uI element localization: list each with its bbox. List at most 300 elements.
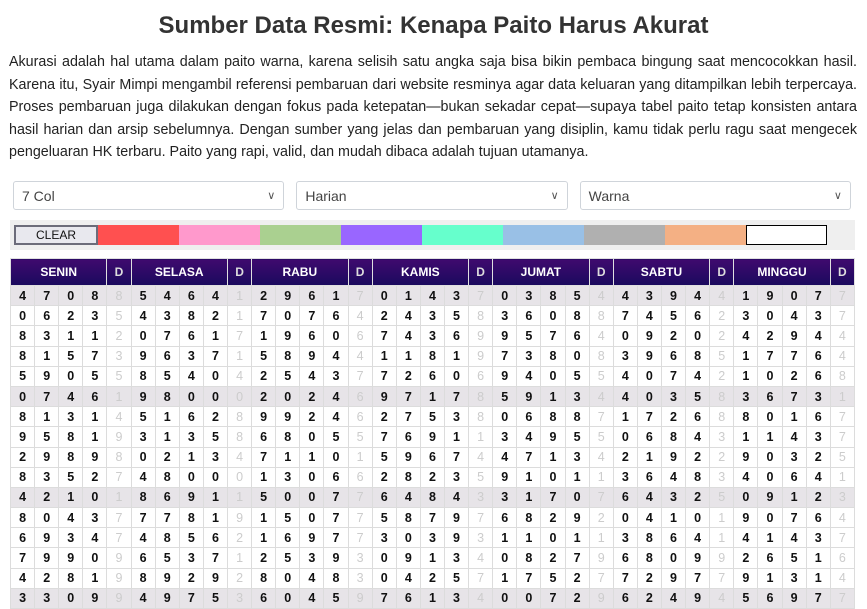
digit-cell[interactable]: 3: [806, 306, 830, 326]
digit-cell[interactable]: 0: [686, 508, 710, 528]
digit-cell[interactable]: 2: [203, 407, 227, 427]
digit-cell[interactable]: 7: [782, 346, 806, 366]
digit-cell[interactable]: 5: [203, 427, 227, 447]
digit-cell[interactable]: 4: [203, 286, 227, 306]
digit-cell[interactable]: 7: [637, 407, 661, 427]
digit-cell[interactable]: 9: [420, 427, 444, 447]
clear-button[interactable]: CLEAR: [14, 225, 98, 245]
digit-cell[interactable]: 4: [420, 286, 444, 306]
digit-cell[interactable]: 2: [35, 568, 59, 588]
digit-cell[interactable]: 9: [758, 286, 782, 306]
digit-cell[interactable]: 7: [35, 386, 59, 406]
digit-cell[interactable]: 9: [203, 568, 227, 588]
period-select[interactable]: [296, 181, 567, 210]
digit-cell[interactable]: 3: [444, 588, 468, 608]
digit-cell[interactable]: 7: [203, 548, 227, 568]
digit-cell[interactable]: 9: [517, 386, 541, 406]
digit-cell[interactable]: 3: [35, 326, 59, 346]
digit-cell[interactable]: 2: [686, 487, 710, 507]
digit-cell[interactable]: 9: [300, 346, 324, 366]
digit-cell[interactable]: 5: [252, 346, 276, 366]
color-swatch[interactable]: [665, 225, 746, 245]
digit-cell[interactable]: 7: [252, 306, 276, 326]
digit-cell[interactable]: 4: [324, 386, 348, 406]
digit-cell[interactable]: 1: [517, 487, 541, 507]
digit-cell[interactable]: 1: [661, 508, 685, 528]
digit-cell[interactable]: 4: [11, 286, 35, 306]
digit-cell[interactable]: 0: [59, 588, 83, 608]
digit-cell[interactable]: 0: [203, 467, 227, 487]
digit-cell[interactable]: 7: [83, 346, 107, 366]
digit-cell[interactable]: 0: [396, 528, 420, 548]
digit-cell[interactable]: 6: [613, 487, 637, 507]
digit-cell[interactable]: 4: [396, 306, 420, 326]
digit-cell[interactable]: 3: [565, 447, 589, 467]
digit-cell[interactable]: 8: [734, 407, 758, 427]
digit-cell[interactable]: 4: [661, 467, 685, 487]
digit-cell[interactable]: 1: [806, 548, 830, 568]
digit-cell[interactable]: 7: [420, 508, 444, 528]
digit-cell[interactable]: 7: [806, 588, 830, 608]
digit-cell[interactable]: 6: [782, 467, 806, 487]
digit-cell[interactable]: 4: [11, 487, 35, 507]
digit-cell[interactable]: 8: [541, 286, 565, 306]
digit-cell[interactable]: 8: [276, 427, 300, 447]
digit-cell[interactable]: 0: [59, 286, 83, 306]
digit-cell[interactable]: 8: [131, 487, 155, 507]
color-swatch[interactable]: [746, 225, 827, 245]
digit-cell[interactable]: 5: [517, 326, 541, 346]
digit-cell[interactable]: 1: [276, 447, 300, 467]
digit-cell[interactable]: 1: [372, 346, 396, 366]
digit-cell[interactable]: 2: [420, 568, 444, 588]
digit-cell[interactable]: 1: [758, 528, 782, 548]
digit-cell[interactable]: 9: [541, 427, 565, 447]
digit-cell[interactable]: 5: [444, 568, 468, 588]
color-swatch[interactable]: [503, 225, 584, 245]
digit-cell[interactable]: 2: [734, 548, 758, 568]
digit-cell[interactable]: 1: [203, 508, 227, 528]
digit-cell[interactable]: 8: [517, 548, 541, 568]
digit-cell[interactable]: 9: [493, 366, 517, 386]
digit-cell[interactable]: 3: [493, 487, 517, 507]
digit-cell[interactable]: 4: [637, 508, 661, 528]
digit-cell[interactable]: 8: [324, 568, 348, 588]
digit-cell[interactable]: 8: [565, 306, 589, 326]
digit-cell[interactable]: 5: [686, 386, 710, 406]
digit-cell[interactable]: 4: [59, 508, 83, 528]
digit-cell[interactable]: 3: [444, 467, 468, 487]
digit-cell[interactable]: 3: [565, 386, 589, 406]
digit-cell[interactable]: 3: [420, 528, 444, 548]
digit-cell[interactable]: 0: [686, 326, 710, 346]
digit-cell[interactable]: 1: [59, 487, 83, 507]
digit-cell[interactable]: 3: [324, 366, 348, 386]
digit-cell[interactable]: 3: [782, 447, 806, 467]
digit-cell[interactable]: 2: [300, 407, 324, 427]
digit-cell[interactable]: 4: [782, 427, 806, 447]
digit-cell[interactable]: 0: [565, 346, 589, 366]
digit-cell[interactable]: 1: [444, 346, 468, 366]
digit-cell[interactable]: 9: [131, 346, 155, 366]
digit-cell[interactable]: 3: [131, 427, 155, 447]
digit-cell[interactable]: 5: [324, 588, 348, 608]
digit-cell[interactable]: 6: [661, 346, 685, 366]
digit-cell[interactable]: 4: [83, 528, 107, 548]
digit-cell[interactable]: 2: [83, 467, 107, 487]
digit-cell[interactable]: 8: [420, 346, 444, 366]
digit-cell[interactable]: 4: [324, 346, 348, 366]
digit-cell[interactable]: 7: [782, 386, 806, 406]
color-swatch[interactable]: [341, 225, 422, 245]
digit-cell[interactable]: 0: [276, 588, 300, 608]
digit-cell[interactable]: 9: [686, 588, 710, 608]
digit-cell[interactable]: 8: [661, 427, 685, 447]
digit-cell[interactable]: 7: [565, 548, 589, 568]
digit-cell[interactable]: 9: [444, 508, 468, 528]
digit-cell[interactable]: 4: [517, 427, 541, 447]
digit-cell[interactable]: 2: [806, 487, 830, 507]
digit-cell[interactable]: 6: [637, 467, 661, 487]
digit-cell[interactable]: 3: [806, 386, 830, 406]
digit-cell[interactable]: 4: [517, 366, 541, 386]
digit-cell[interactable]: 3: [420, 326, 444, 346]
digit-cell[interactable]: 7: [541, 326, 565, 346]
digit-cell[interactable]: 7: [11, 548, 35, 568]
digit-cell[interactable]: 6: [300, 286, 324, 306]
digit-cell[interactable]: 9: [276, 286, 300, 306]
digit-cell[interactable]: 9: [637, 346, 661, 366]
digit-cell[interactable]: 0: [661, 548, 685, 568]
digit-cell[interactable]: 7: [396, 386, 420, 406]
digit-cell[interactable]: 8: [396, 508, 420, 528]
digit-cell[interactable]: 8: [637, 528, 661, 548]
digit-cell[interactable]: 0: [372, 548, 396, 568]
digit-cell[interactable]: 1: [35, 346, 59, 366]
digit-cell[interactable]: 1: [637, 447, 661, 467]
digit-cell[interactable]: 1: [324, 286, 348, 306]
digit-cell[interactable]: 5: [11, 366, 35, 386]
digit-cell[interactable]: 6: [686, 407, 710, 427]
digit-cell[interactable]: 5: [372, 508, 396, 528]
digit-cell[interactable]: 1: [203, 326, 227, 346]
digit-cell[interactable]: 5: [35, 427, 59, 447]
digit-cell[interactable]: 0: [444, 366, 468, 386]
digit-cell[interactable]: 1: [493, 528, 517, 548]
color-swatch[interactable]: [179, 225, 260, 245]
digit-cell[interactable]: 2: [155, 447, 179, 467]
digit-cell[interactable]: 1: [252, 528, 276, 548]
digit-cell[interactable]: 8: [517, 508, 541, 528]
color-swatch[interactable]: [98, 225, 179, 245]
digit-cell[interactable]: 0: [493, 286, 517, 306]
digit-cell[interactable]: 4: [686, 528, 710, 548]
digit-cell[interactable]: 0: [300, 427, 324, 447]
digit-cell[interactable]: 4: [686, 427, 710, 447]
digit-cell[interactable]: 0: [83, 548, 107, 568]
digit-cell[interactable]: 3: [83, 306, 107, 326]
digit-cell[interactable]: 4: [11, 568, 35, 588]
digit-cell[interactable]: 6: [806, 366, 830, 386]
digit-cell[interactable]: 3: [493, 427, 517, 447]
digit-cell[interactable]: 1: [565, 528, 589, 548]
digit-cell[interactable]: 4: [734, 467, 758, 487]
digit-cell[interactable]: 1: [734, 286, 758, 306]
digit-cell[interactable]: 0: [493, 588, 517, 608]
digit-cell[interactable]: 5: [155, 548, 179, 568]
digit-cell[interactable]: 1: [203, 487, 227, 507]
digit-cell[interactable]: 3: [300, 548, 324, 568]
digit-cell[interactable]: 6: [179, 326, 203, 346]
digit-cell[interactable]: 3: [444, 548, 468, 568]
digit-cell[interactable]: 3: [11, 588, 35, 608]
digit-cell[interactable]: 1: [420, 588, 444, 608]
digit-cell[interactable]: 2: [565, 568, 589, 588]
digit-cell[interactable]: 6: [324, 306, 348, 326]
digit-cell[interactable]: 1: [517, 528, 541, 548]
digit-cell[interactable]: 9: [155, 588, 179, 608]
digit-cell[interactable]: 9: [276, 407, 300, 427]
digit-cell[interactable]: 0: [11, 306, 35, 326]
digit-cell[interactable]: 8: [637, 548, 661, 568]
digit-cell[interactable]: 3: [517, 286, 541, 306]
digit-cell[interactable]: 9: [372, 386, 396, 406]
digit-cell[interactable]: 1: [734, 346, 758, 366]
digit-cell[interactable]: 7: [613, 568, 637, 588]
digit-cell[interactable]: 8: [565, 407, 589, 427]
digit-cell[interactable]: 5: [565, 427, 589, 447]
digit-cell[interactable]: 8: [11, 346, 35, 366]
digit-cell[interactable]: 6: [131, 548, 155, 568]
digit-cell[interactable]: 8: [83, 286, 107, 306]
digit-cell[interactable]: 1: [83, 326, 107, 346]
digit-cell[interactable]: 9: [11, 427, 35, 447]
digit-cell[interactable]: 0: [734, 487, 758, 507]
digit-cell[interactable]: 4: [661, 588, 685, 608]
digit-cell[interactable]: 4: [59, 386, 83, 406]
digit-cell[interactable]: 2: [252, 286, 276, 306]
digit-cell[interactable]: 0: [372, 286, 396, 306]
digit-cell[interactable]: 8: [541, 346, 565, 366]
digit-cell[interactable]: 6: [252, 427, 276, 447]
digit-cell[interactable]: 5: [565, 286, 589, 306]
digit-cell[interactable]: 0: [179, 386, 203, 406]
digit-cell[interactable]: 3: [155, 306, 179, 326]
digit-cell[interactable]: 1: [396, 346, 420, 366]
digit-cell[interactable]: 0: [276, 568, 300, 588]
digit-cell[interactable]: 9: [782, 326, 806, 346]
digit-cell[interactable]: 6: [806, 407, 830, 427]
digit-cell[interactable]: 9: [35, 548, 59, 568]
digit-cell[interactable]: 5: [59, 346, 83, 366]
digit-cell[interactable]: 3: [420, 306, 444, 326]
digit-cell[interactable]: 3: [372, 528, 396, 548]
digit-cell[interactable]: 0: [541, 467, 565, 487]
digit-cell[interactable]: 7: [517, 447, 541, 467]
digit-cell[interactable]: 7: [444, 386, 468, 406]
digit-cell[interactable]: 5: [782, 548, 806, 568]
digit-cell[interactable]: 6: [324, 467, 348, 487]
digit-cell[interactable]: 0: [613, 427, 637, 447]
color-swatch[interactable]: [584, 225, 665, 245]
digit-cell[interactable]: 9: [661, 568, 685, 588]
digit-cell[interactable]: 5: [155, 366, 179, 386]
digit-cell[interactable]: 7: [444, 447, 468, 467]
digit-cell[interactable]: 4: [396, 487, 420, 507]
digit-cell[interactable]: 4: [131, 467, 155, 487]
digit-cell[interactable]: 0: [372, 568, 396, 588]
digit-cell[interactable]: 2: [637, 588, 661, 608]
digit-cell[interactable]: 3: [203, 447, 227, 467]
digit-cell[interactable]: 6: [613, 548, 637, 568]
digit-cell[interactable]: 8: [155, 467, 179, 487]
digit-cell[interactable]: 2: [541, 508, 565, 528]
digit-cell[interactable]: 2: [661, 407, 685, 427]
digit-cell[interactable]: 5: [59, 467, 83, 487]
digit-cell[interactable]: 1: [517, 467, 541, 487]
digit-cell[interactable]: 8: [11, 508, 35, 528]
digit-cell[interactable]: 0: [300, 467, 324, 487]
digit-cell[interactable]: 0: [758, 407, 782, 427]
digit-cell[interactable]: 9: [59, 548, 83, 568]
digit-cell[interactable]: 3: [493, 306, 517, 326]
digit-cell[interactable]: 1: [179, 447, 203, 467]
digit-cell[interactable]: 6: [565, 326, 589, 346]
digit-cell[interactable]: 2: [11, 447, 35, 467]
digit-cell[interactable]: 5: [276, 366, 300, 386]
digit-cell[interactable]: 2: [300, 386, 324, 406]
digit-cell[interactable]: 2: [661, 326, 685, 346]
digit-cell[interactable]: 6: [806, 508, 830, 528]
digit-cell[interactable]: 9: [661, 447, 685, 467]
digit-cell[interactable]: 0: [179, 467, 203, 487]
digit-cell[interactable]: 6: [637, 427, 661, 447]
digit-cell[interactable]: 4: [300, 366, 324, 386]
digit-cell[interactable]: 1: [155, 407, 179, 427]
digit-cell[interactable]: 6: [276, 528, 300, 548]
digit-cell[interactable]: 0: [758, 306, 782, 326]
digit-cell[interactable]: 4: [782, 528, 806, 548]
digit-cell[interactable]: 1: [734, 427, 758, 447]
digit-cell[interactable]: 1: [300, 447, 324, 467]
digit-cell[interactable]: 6: [758, 386, 782, 406]
digit-cell[interactable]: 8: [11, 407, 35, 427]
digit-cell[interactable]: 0: [493, 548, 517, 568]
digit-cell[interactable]: 9: [83, 447, 107, 467]
digit-cell[interactable]: 1: [565, 467, 589, 487]
digit-cell[interactable]: 0: [131, 326, 155, 346]
digit-cell[interactable]: 9: [179, 487, 203, 507]
color-swatch[interactable]: [260, 225, 341, 245]
digit-cell[interactable]: 7: [155, 508, 179, 528]
digit-cell[interactable]: 4: [131, 306, 155, 326]
digit-cell[interactable]: 1: [541, 447, 565, 467]
digit-cell[interactable]: 6: [83, 386, 107, 406]
digit-cell[interactable]: 9: [35, 366, 59, 386]
digit-cell[interactable]: 2: [203, 306, 227, 326]
digit-cell[interactable]: 8: [396, 467, 420, 487]
digit-cell[interactable]: 0: [541, 366, 565, 386]
digit-cell[interactable]: 5: [252, 487, 276, 507]
digit-cell[interactable]: 2: [396, 366, 420, 386]
digit-cell[interactable]: 6: [155, 346, 179, 366]
digit-cell[interactable]: 4: [613, 386, 637, 406]
digit-cell[interactable]: 6: [686, 306, 710, 326]
digit-cell[interactable]: 0: [300, 508, 324, 528]
digit-cell[interactable]: 3: [179, 346, 203, 366]
digit-cell[interactable]: 2: [637, 568, 661, 588]
digit-cell[interactable]: 4: [179, 366, 203, 386]
digit-cell[interactable]: 7: [517, 568, 541, 588]
digit-cell[interactable]: 7: [493, 346, 517, 366]
digit-cell[interactable]: 4: [300, 568, 324, 588]
digit-cell[interactable]: 0: [565, 487, 589, 507]
digit-cell[interactable]: 5: [734, 588, 758, 608]
digit-cell[interactable]: 0: [83, 487, 107, 507]
digit-cell[interactable]: 0: [758, 447, 782, 467]
digit-cell[interactable]: 1: [493, 568, 517, 588]
digit-cell[interactable]: 2: [252, 548, 276, 568]
digit-cell[interactable]: 7: [35, 286, 59, 306]
digit-cell[interactable]: 9: [252, 407, 276, 427]
digit-cell[interactable]: 2: [252, 386, 276, 406]
digit-cell[interactable]: 9: [782, 588, 806, 608]
digit-cell[interactable]: 1: [396, 286, 420, 306]
digit-cell[interactable]: 0: [758, 508, 782, 528]
digit-cell[interactable]: 0: [324, 447, 348, 467]
digit-cell[interactable]: 3: [444, 286, 468, 306]
digit-cell[interactable]: 0: [300, 487, 324, 507]
digit-cell[interactable]: 6: [758, 548, 782, 568]
digit-cell[interactable]: 8: [686, 467, 710, 487]
digit-cell[interactable]: 7: [372, 588, 396, 608]
digit-cell[interactable]: 4: [734, 326, 758, 346]
digit-cell[interactable]: 4: [131, 588, 155, 608]
digit-cell[interactable]: 8: [179, 508, 203, 528]
digit-cell[interactable]: 9: [276, 326, 300, 346]
digit-cell[interactable]: 4: [324, 407, 348, 427]
digit-cell[interactable]: 3: [637, 286, 661, 306]
digit-cell[interactable]: 4: [300, 588, 324, 608]
digit-cell[interactable]: 0: [276, 487, 300, 507]
digit-cell[interactable]: 1: [758, 568, 782, 588]
digit-cell[interactable]: 4: [686, 286, 710, 306]
digit-cell[interactable]: 9: [35, 447, 59, 467]
digit-cell[interactable]: 1: [155, 427, 179, 447]
digit-cell[interactable]: 3: [59, 407, 83, 427]
digit-cell[interactable]: 5: [661, 306, 685, 326]
digit-cell[interactable]: 8: [131, 568, 155, 588]
digit-cell[interactable]: 7: [396, 407, 420, 427]
digit-cell[interactable]: 6: [300, 326, 324, 346]
digit-cell[interactable]: 9: [35, 528, 59, 548]
digit-cell[interactable]: 0: [758, 467, 782, 487]
digit-cell[interactable]: 5: [372, 447, 396, 467]
digit-cell[interactable]: 1: [782, 487, 806, 507]
digit-cell[interactable]: 3: [613, 528, 637, 548]
digit-cell[interactable]: 3: [734, 306, 758, 326]
digit-cell[interactable]: 8: [59, 427, 83, 447]
digit-cell[interactable]: 8: [59, 447, 83, 467]
digit-cell[interactable]: 2: [758, 326, 782, 346]
digit-cell[interactable]: 7: [324, 487, 348, 507]
digit-cell[interactable]: 3: [35, 588, 59, 608]
digit-cell[interactable]: 2: [565, 588, 589, 608]
digit-cell[interactable]: 9: [637, 326, 661, 346]
digit-cell[interactable]: 6: [444, 326, 468, 346]
digit-cell[interactable]: 3: [444, 407, 468, 427]
digit-cell[interactable]: 7: [300, 306, 324, 326]
